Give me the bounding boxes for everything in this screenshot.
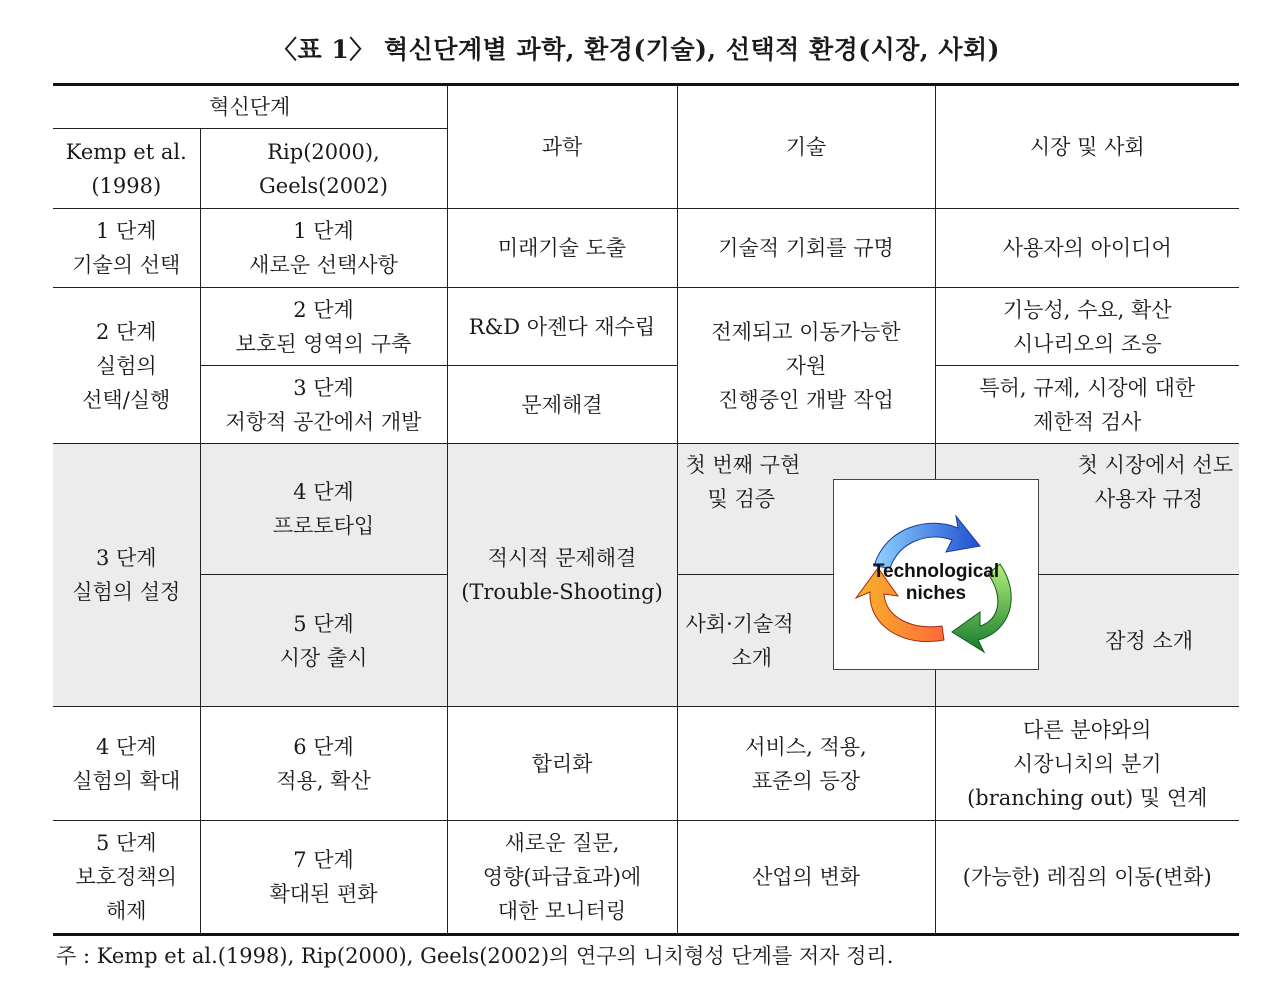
rip-stage-2: 2 단계 보호된 영역의 구축 [200,288,447,366]
technology-stage-4: 첫 번째 구현 및 검증 [677,444,935,575]
technology-stage-5: 사회·기술적 소개 [677,575,935,707]
science-stage-4-5: 적시적 문제해결 (Trouble-Shooting) [447,444,677,707]
science-stage-6: 합리화 [447,707,677,821]
market-stage-1: 사용자의 아이디어 [935,209,1239,288]
kemp-stage-2: 2 단계 실험의 선택/실행 [53,288,200,444]
header-innovation-stage: 혁신단계 [53,85,447,129]
science-stage-1: 미래기술 도출 [447,209,677,288]
table-caption: 〈표 1〉 혁신단계별 과학, 환경(기술), 선택적 환경(시장, 사회) [272,35,1000,64]
technology-stage-2-3: 전제되고 이동가능한 자원 진행중인 개발 작업 [677,288,935,444]
market-stage-3: 특허, 규제, 시장에 대한 제한적 검사 [935,366,1239,444]
technology-stage-7: 산업의 변화 [677,821,935,935]
science-stage-3: 문제해결 [447,366,677,444]
market-stage-2: 기능성, 수요, 확산 시나리오의 조응 [935,288,1239,366]
rip-stage-7: 7 단계 확대된 편화 [200,821,447,935]
technology-stage-1: 기술적 기회를 규명 [677,209,935,288]
market-stage-6: 다른 분야와의 시장니치의 분기 (branching out) 및 연계 [935,707,1239,821]
rip-stage-4: 4 단계 프로토타입 [200,444,447,575]
innovation-stage-table [53,83,1239,936]
kemp-stage-4: 4 단계 실험의 확대 [53,707,200,821]
table-note: 주 : Kemp et al.(1998), Rip(2000), Geels(2002)의 연구의 니치형성 단계를 저자 정리. [56,944,894,968]
market-stage-4: 첫 시장에서 선도 사용자 규정 [935,444,1239,575]
market-stage-7: (가능한) 레짐의 이동(변화) [935,821,1239,935]
niche-label-line-2: niches [905,583,967,604]
rip-stage-6: 6 단계 적용, 확산 [200,707,447,821]
header-market-society: 시장 및 사회 [935,85,1239,209]
header-rip-geels: Rip(2000), Geels(2002) [200,129,447,209]
science-stage-7: 새로운 질문, 영향(파급효과)에 대한 모니터링 [447,821,677,935]
header-kemp: Kemp et al. (1998) [53,129,200,209]
rip-stage-1: 1 단계 새로운 선택사항 [200,209,447,288]
kemp-stage-5: 5 단계 보호정책의 해제 [53,821,200,935]
kemp-stage-1: 1 단계 기술의 선택 [53,209,200,288]
header-technology: 기술 [677,85,935,209]
header-science: 과학 [447,85,677,209]
niche-label-line-1: Technological [872,561,1000,582]
kemp-stage-3: 3 단계 실험의 설정 [53,444,200,707]
market-stage-5: 잠정 소개 [935,575,1239,707]
rip-stage-5: 5 단계 시장 출시 [200,575,447,707]
rip-stage-3: 3 단계 저항적 공간에서 개발 [200,366,447,444]
technological-niches-diagram [833,479,1039,670]
science-stage-2: R&D 아젠다 재수립 [447,288,677,366]
technology-stage-6: 서비스, 적용, 표준의 등장 [677,707,935,821]
